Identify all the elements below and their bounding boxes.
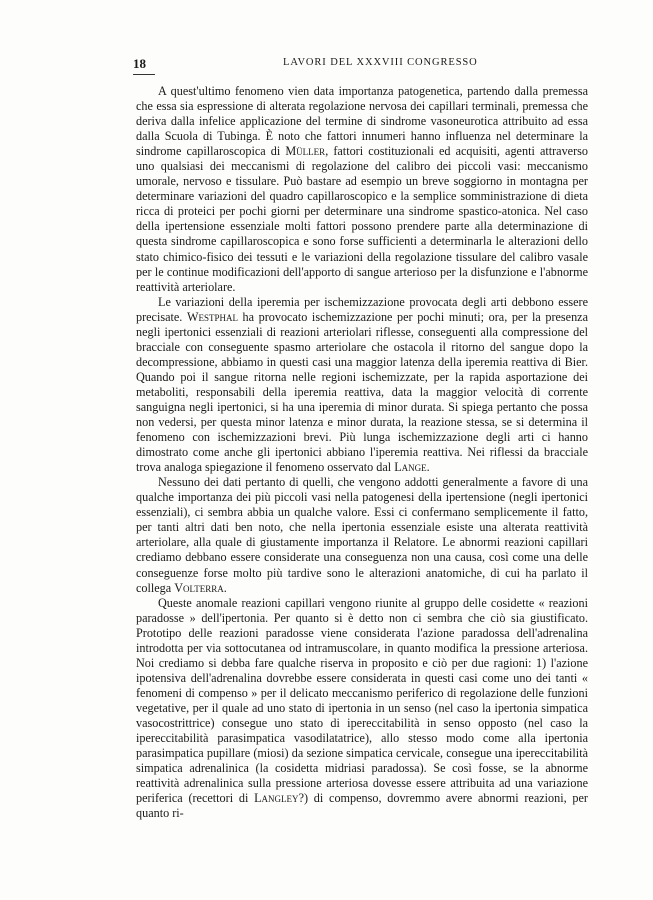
paragraph-3: [136, 475, 588, 595]
paragraph-1: [136, 84, 588, 295]
author-name: Volterra: [174, 580, 224, 595]
text-run: Nessuno dei dati pertanto di quelli, che vengono addotti generalmente a favore di una qualche importanza dei più piccoli vasi nella patogenesi della ipertensione (negli ipertonici essenziali), ci sembra abbia un qualche valore. Essi ci confermano semplicemente il fatto, per tanti altri dati ben noto, che nella ipertonia essenziale esiste una alterata reattività arteriolare, alla quale di giustamente importanza il Relatore. Le abnormi reazioni capillari crediamo debbano essere considerate una conseguenza non una causa, così come una delle conseguenze forse molto più tardive sono le alterazioni anatomiche, di cui ha parlato il collega: [136, 475, 588, 595]
body-text: [136, 84, 588, 821]
text-run: , fattori costituzionali ed acquisiti, agenti attraverso uno qualsiasi dei meccanismi di regolazione del calibro dei piccoli vasi: meccanismo umorale, nervoso e tissulare. Può bastare ad esempio un breve soggiorno in montagna per determinare variazioni del quadro capillaroscopico e la semplice somministrazione di dieta ricca di proteici per pochi giorni per determinare una sindrome spastico-atonica. Nel caso della ipertensione essenziale molti fattori possono prendere parte alla determinazione di questa sindrome capillaroscopica e sono forse sufficienti a determinarla le alterazioni dello stato chimico-fisico dei tessuti e le variazioni della regolazione tissulare del calibro vasale per le continue modificazioni dell'apporto di sangue arterioso per la disfunzione e l'abnorme reattività arteriolare.: [136, 144, 588, 294]
header-rule: [133, 74, 155, 75]
text-run: Queste anomale reazioni capillari vengono riunite al gruppo delle cosidette « reazioni paradosse » dell'ipertonia. Per quanto si è detto non ci sembra che ciò sia giustificato. Prototipo delle reazioni paradosse viene considerata l'azione paradossa dell'adrenalina introdotta per via sottocutanea od intramuscolare, in quanto modifica la pressione arteriosa. Noi crediamo si debba fare qualche riserva in proposito e ciò per due ragioni: 1) l'azione ipotensiva dell'adrenalina dovrebbe essere considerata in questi casi come uno dei tanti « fenomeni di compenso » per il delicato meccanismo periferico di regolazione delle funzioni vegetative, per il quale ad uno stato di ipertonia in un senso (nel caso la ipertonia simpatica vasocostrittrice) consegue uno stato di ipereccitabilità in senso opposto (nel caso la ipereccitabilità parasimpatica vasodilatatrice), allo stesso modo come alla ipertonia parasimpatica pupillare (miosi) da sezione simpatica cervicale, consegue una ipereccitabilità simpatica adrenalinica (la cosidetta midriasi paradossa). Se così fosse, se la abnorme reattività adrenalinica sulla pressione arteriosa dovesse essere attribuita ad una variazione periferica (recettori di: [136, 595, 588, 806]
text-run: ha provocato ischemizzazione per pochi minuti; ora, per la presenza negli ipertonici essenziali di reazioni arteriolari riflesse, conseguenti alla compressione del bracciale con conseguente spasmo arteriolare che ostacola il ritorno del sangue dopo la decompressione, abbiamo in questi casi una maggior latenza della iperemia reattiva di Bier. Quando poi il sangue ritorna nelle regioni ischemizzate, per la rapida asportazione dei metaboliti, responsabili della iperemia reattiva, data la maggior velocità di corrente sanguigna negli ipertonici, si ha una iperemia di minor durata. Si spiega pertanto che possa non vedersi, per questa minor latenza e minor durata, la reazione stessa, se si determina il fenomeno con ischemizzazioni brevi. Più lunga ischemizzazione degli arti ci hanno dimostrato come anche gli ipertonici abbiano l'iperemia reattiva. Nei riflessi da bracciale trova analoga spiegazione il fenomeno osservato dal: [136, 309, 588, 475]
running-title: LAVORI DEL XXXVIII CONGRESSO: [283, 57, 478, 68]
text-run: .: [223, 580, 227, 595]
text-run: ?) di compenso, dovremmo avere abnormi reazioni, per quanto ri-: [136, 791, 588, 821]
author-name: Langley: [254, 791, 299, 806]
author-name: Westphal: [186, 309, 238, 324]
author-name: Lange: [394, 460, 427, 475]
page-number: 18: [133, 56, 146, 71]
paragraph-4: [136, 596, 588, 822]
paragraph-2: [136, 295, 588, 476]
page-header: [133, 56, 587, 74]
author-name: Müller: [285, 144, 326, 159]
text-run: A quest'ultimo fenomeno vien data importanza patogenetica, partendo dalla premessa che essa sia espressione di alterata regolazione nervosa dei capillari terminali, premessa che deriva dalla infelice applicazione del termine di sindrome vasoneurotica attribuito ad essa dalla Scuola di Tubinga. È noto che fattori innumeri hanno influenza nel determinare la sindrome capillaroscopica di: [136, 84, 588, 159]
text-run: Le variazioni della iperemia per ischemizzazione provocata degli arti debbono essere precisate.: [136, 294, 588, 324]
text-run: .: [426, 460, 430, 475]
